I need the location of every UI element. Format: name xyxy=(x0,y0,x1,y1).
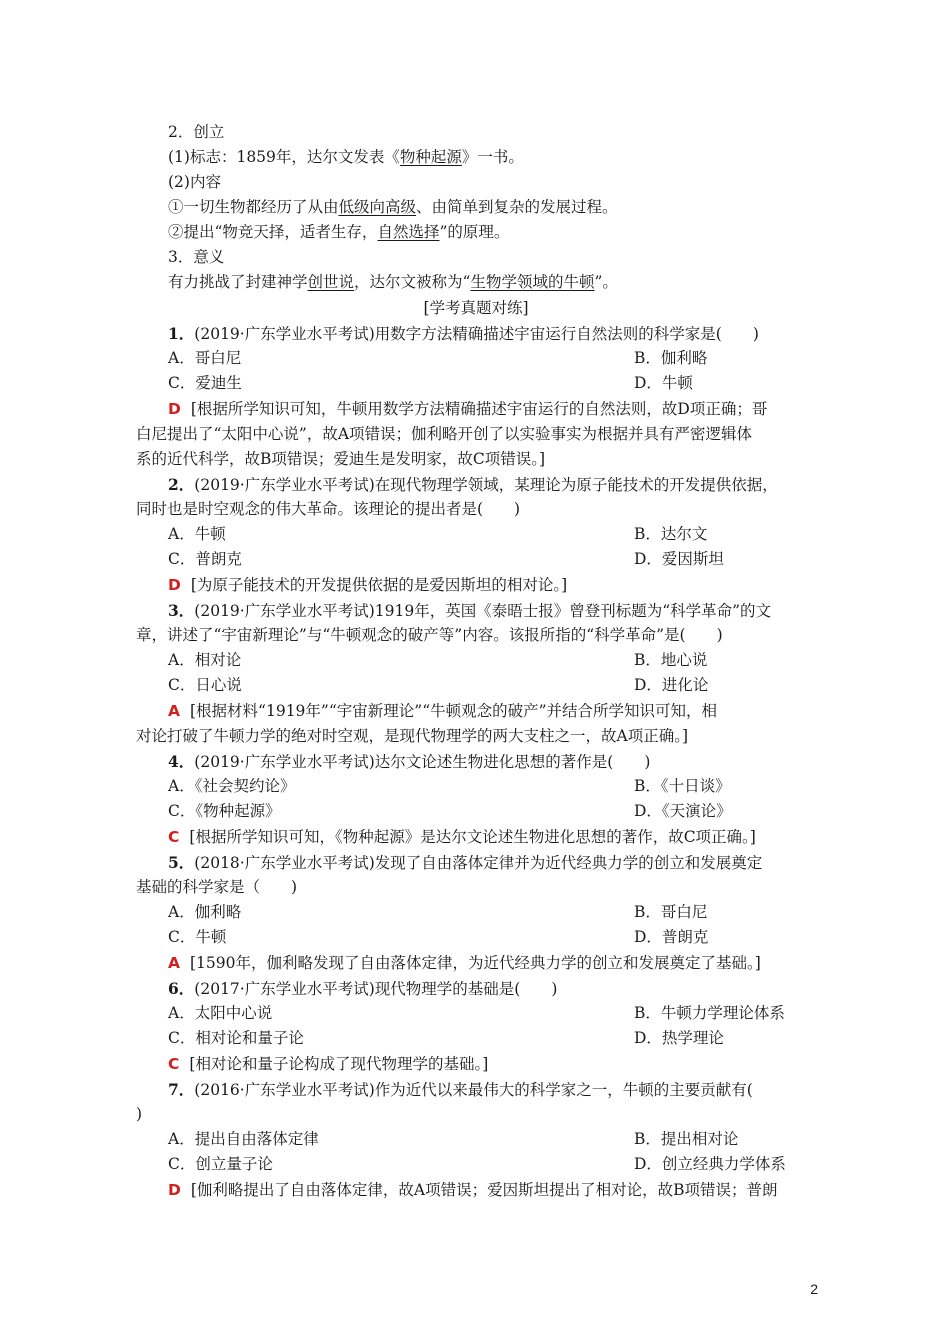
section-heading: 3．意义 xyxy=(168,248,225,266)
question-stem: 1．(2019·广东学业水平考试)用数字方法精确描述宇宙运行自然法则的科学家是( ) xyxy=(168,324,759,343)
option-row: C．爱迪生 D．牛顿 xyxy=(168,374,693,392)
option-row: C．普朗克 D．爱因斯坦 xyxy=(168,550,724,568)
option-row: C．《物种起源》 D．《天演论》 xyxy=(168,802,732,820)
answer-explanation: C [相对论和量子论构成了现代物理学的基础。] xyxy=(168,1055,489,1073)
answer-letter: D xyxy=(168,400,181,418)
question-stem: 7．(2016·广东学业水平考试)作为近代以来最伟大的科学家之一，牛顿的主要贡献有( xyxy=(168,1080,753,1099)
paragraph: ②提出“物竞天择，适者生存，自然选择”的原理。 xyxy=(168,223,510,241)
answer-explanation: D [伽利略提出了自由落体定律，故A项错误；爱因斯坦提出了相对论，故B项错误；普朗 xyxy=(168,1181,778,1199)
option-row: C．牛顿 D．普朗克 xyxy=(168,928,709,946)
question-stem: 5．(2018·广东学业水平考试)发现了自由落体定律并为近代经典力学的创立和发展奠定 xyxy=(168,853,763,872)
question-stem: 基础的科学家是（ ) xyxy=(136,878,298,896)
answer-letter: C xyxy=(168,828,180,846)
paragraph: (1)标志：1859年，达尔文发表《物种起源》一书。 xyxy=(168,148,524,166)
option-row: A．太阳中心说 B．牛顿力学理论体系 xyxy=(168,1004,785,1022)
answer-letter: D xyxy=(168,1181,181,1199)
option-row: A．《社会契约论》 B．《十日谈》 xyxy=(168,777,731,795)
option-row: C．日心说 D．进化论 xyxy=(168,676,709,694)
answer-letter: A xyxy=(168,954,180,972)
subheading: (2)内容 xyxy=(168,173,221,191)
answer-explanation: 系的近代科学，故B项错误；爱迪生是发明家，故C项错误。] xyxy=(136,450,546,468)
answer-explanation: 白尼提出了“太阳中心说”，故A项错误；伽利略开创了以实验事实为根据并具有严密逻辑体 xyxy=(136,425,753,443)
answer-letter: C xyxy=(168,1055,180,1073)
answer-letter: D xyxy=(168,576,181,594)
option-row: A．伽利略 B．哥白尼 xyxy=(168,903,708,921)
answer-explanation: A [1590年，伽利略发现了自由落体定律，为近代经典力学的创立和发展奠定了基础。] xyxy=(168,954,761,972)
question-stem: ) xyxy=(136,1105,143,1123)
option-row: A．哥白尼 B．伽利略 xyxy=(168,349,708,367)
option-row: A．提出自由落体定律 B．提出相对论 xyxy=(168,1130,739,1148)
section-heading: 2．创立 xyxy=(168,123,225,141)
question-stem: 4．(2019·广东学业水平考试)达尔文论述生物进化思想的著作是( ) xyxy=(168,752,651,771)
practice-title: [学考真题对练] xyxy=(423,299,529,317)
option-row: A．牛顿 B．达尔文 xyxy=(168,525,708,543)
option-row: A．相对论 B．地心说 xyxy=(168,651,708,669)
answer-explanation: D [为原子能技术的开发提供依据的是爱因斯坦的相对论。] xyxy=(168,576,568,594)
question-stem: 同时也是时空观念的伟大革命。该理论的提出者是( ) xyxy=(136,500,521,518)
answer-letter: A xyxy=(168,702,180,720)
page-number: 2 xyxy=(810,1281,818,1297)
answer-explanation: D [根据所学知识可知，牛顿用数学方法精确描述宇宙运行的自然法则，故D项正确；哥 xyxy=(168,400,768,418)
answer-explanation: A [根据材料“1919年”“宇宙新理论”“牛顿观念的破产”并结合所学知识可知，相 xyxy=(168,702,718,720)
question-stem: 2．(2019·广东学业水平考试)在现代物理学领域，某理论为原子能技术的开发提供依据， xyxy=(168,475,778,494)
answer-explanation: 对论打破了牛顿力学的绝对时空观，是现代物理学的两大支柱之一，故A项正确。] xyxy=(136,727,688,745)
option-row: C．创立量子论 D．创立经典力学体系 xyxy=(168,1155,786,1173)
paragraph: 有力挑战了封建神学创世说，达尔文被称为“生物学领域的牛顿”。 xyxy=(168,273,618,291)
option-row: C．相对论和量子论 D．热学理论 xyxy=(168,1029,724,1047)
question-stem: 6．(2017·广东学业水平考试)现代物理学的基础是( ) xyxy=(168,979,558,998)
paragraph: ①一切生物都经历了从由低级向高级、由简单到复杂的发展过程。 xyxy=(168,198,618,216)
question-stem: 章，讲述了“宇宙新理论”与“牛顿观念的破产等”内容。该报所指的“科学革命”是( ) xyxy=(136,626,723,644)
question-stem: 3．(2019·广东学业水平考试)1919年，英国《泰晤士报》曾登刊标题为“科学革命”的文 xyxy=(168,601,772,620)
answer-explanation: C [根据所学知识可知，《物种起源》是达尔文论述生物进化思想的著作，故C项正确。] xyxy=(168,828,756,846)
